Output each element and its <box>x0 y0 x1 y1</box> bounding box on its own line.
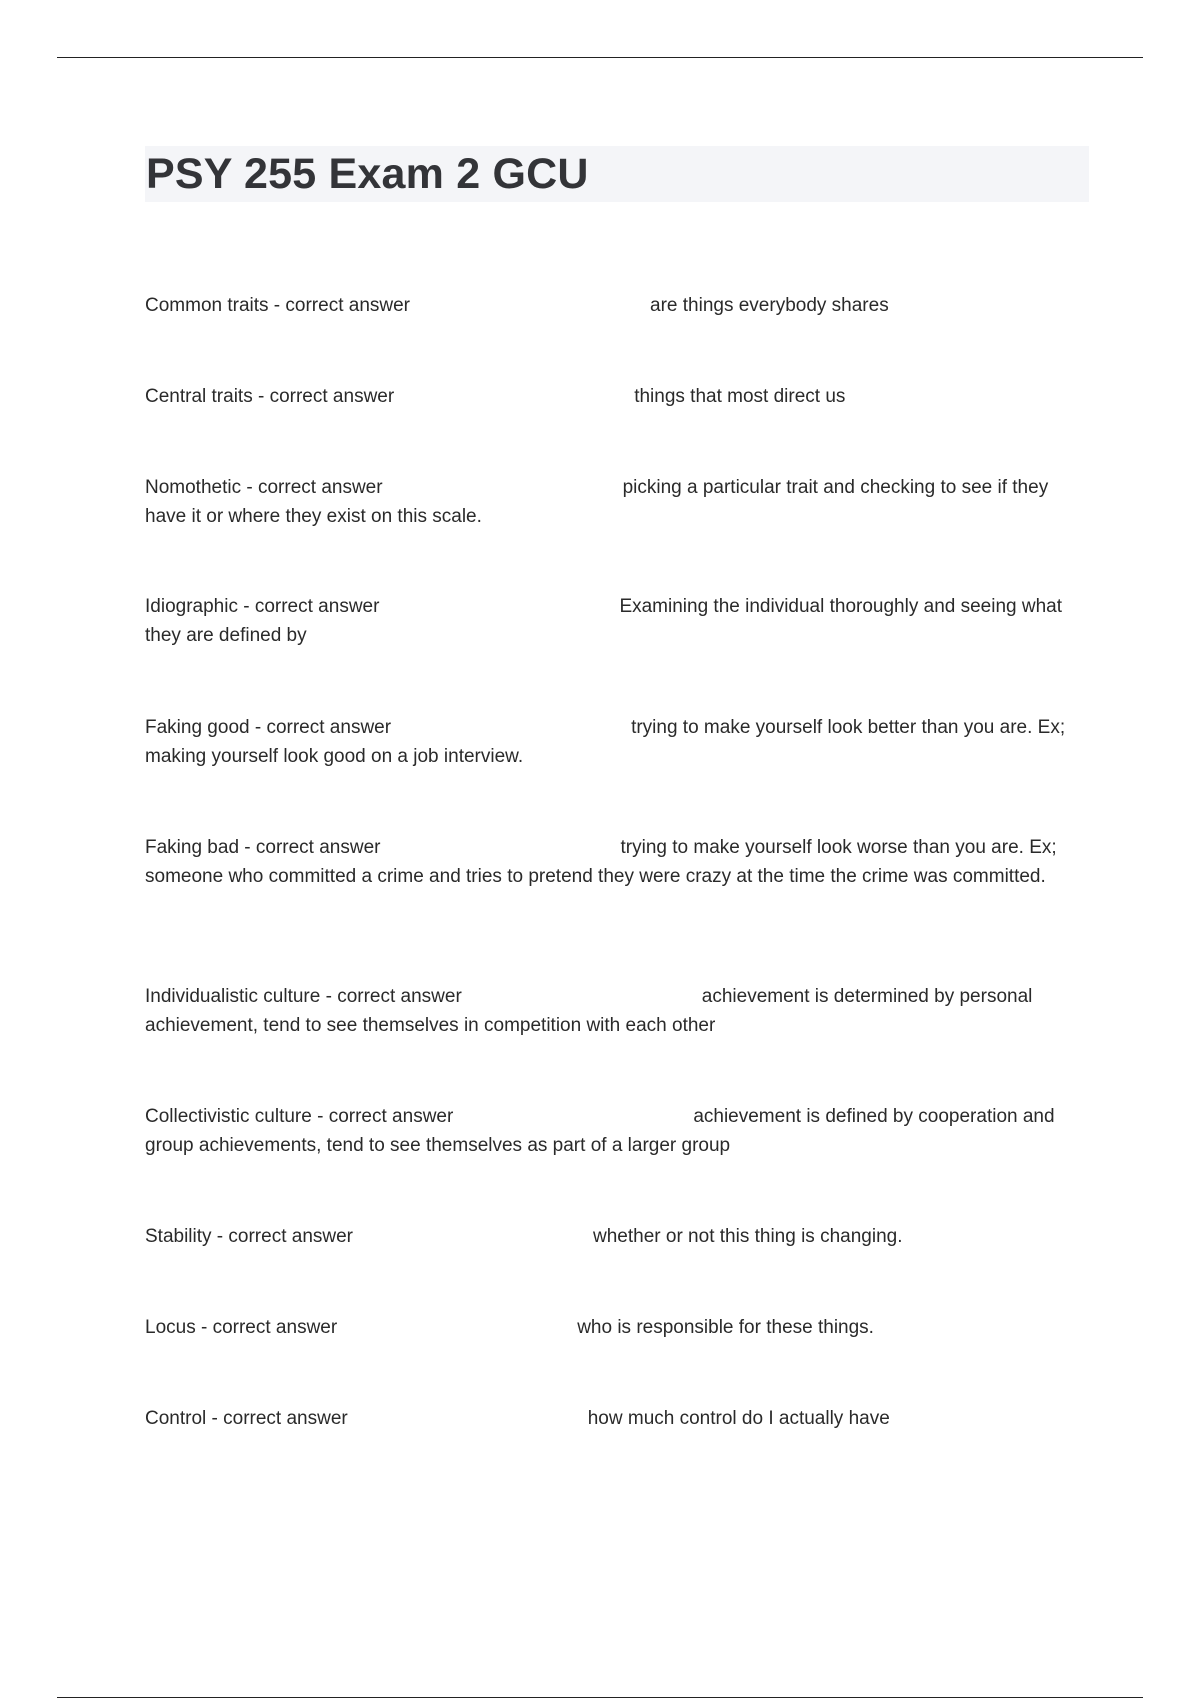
qa-answer: achievement is determined by personal achievement, tend to see themselves in competition with each other <box>145 986 1033 1036</box>
qa-item-faking-good <box>145 713 1085 771</box>
qa-answer: achievement is defined by cooperation and group achievements, tend to see themselves as part of a larger group <box>145 1106 1055 1156</box>
qa-item-individualistic-culture <box>145 982 1085 1040</box>
qa-answer: how much control do I actually have <box>587 1408 890 1429</box>
top-divider <box>57 57 1143 58</box>
qa-item-control <box>145 1404 1085 1433</box>
qa-term: Control - correct answer <box>145 1408 348 1429</box>
qa-item-idiographic <box>145 592 1085 650</box>
qa-item-faking-bad <box>145 833 1085 891</box>
qa-term: Collectivistic culture - correct answer <box>145 1106 454 1127</box>
qa-term: Locus - correct answer <box>145 1317 338 1338</box>
qa-item-common-traits <box>145 291 1085 320</box>
qa-item-locus <box>145 1313 1085 1342</box>
bottom-divider <box>57 1697 1143 1698</box>
qa-item-central-traits <box>145 382 1085 411</box>
qa-answer: trying to make yourself look better than you are. Ex; making yourself look good on a job interview. <box>145 717 1066 767</box>
qa-answer: are things everybody shares <box>650 295 889 316</box>
qa-term: Individualistic culture - correct answer <box>145 986 462 1007</box>
qa-answer: trying to make yourself look worse than you are. Ex; someone who committed a crime and tries to pretend they were crazy at the time the crime was committed. <box>145 837 1057 887</box>
qa-answer: whether or not this thing is changing. <box>593 1226 903 1247</box>
qa-term: Central traits - correct answer <box>145 386 395 407</box>
qa-term: Stability - correct answer <box>145 1226 354 1247</box>
qa-answer: Examining the individual thoroughly and seeing what they are defined by <box>145 596 1063 646</box>
qa-answer: things that most direct us <box>634 386 846 407</box>
qa-item-nomothetic <box>145 473 1085 531</box>
qa-term: Idiographic - correct answer <box>145 596 380 617</box>
qa-term: Common traits - correct answer <box>145 295 411 316</box>
qa-term: Faking bad - correct answer <box>145 837 381 858</box>
qa-item-collectivistic-culture <box>145 1102 1085 1160</box>
qa-answer: who is responsible for these things. <box>577 1317 874 1338</box>
qa-term: Faking good - correct answer <box>145 717 392 738</box>
qa-term: Nomothetic - correct answer <box>145 477 383 498</box>
qa-answer: picking a particular trait and checking to see if they have it or where they exist on this scale. <box>145 477 1049 527</box>
qa-item-stability <box>145 1222 1085 1251</box>
page-title: PSY 255 Exam 2 GCU <box>146 150 589 198</box>
